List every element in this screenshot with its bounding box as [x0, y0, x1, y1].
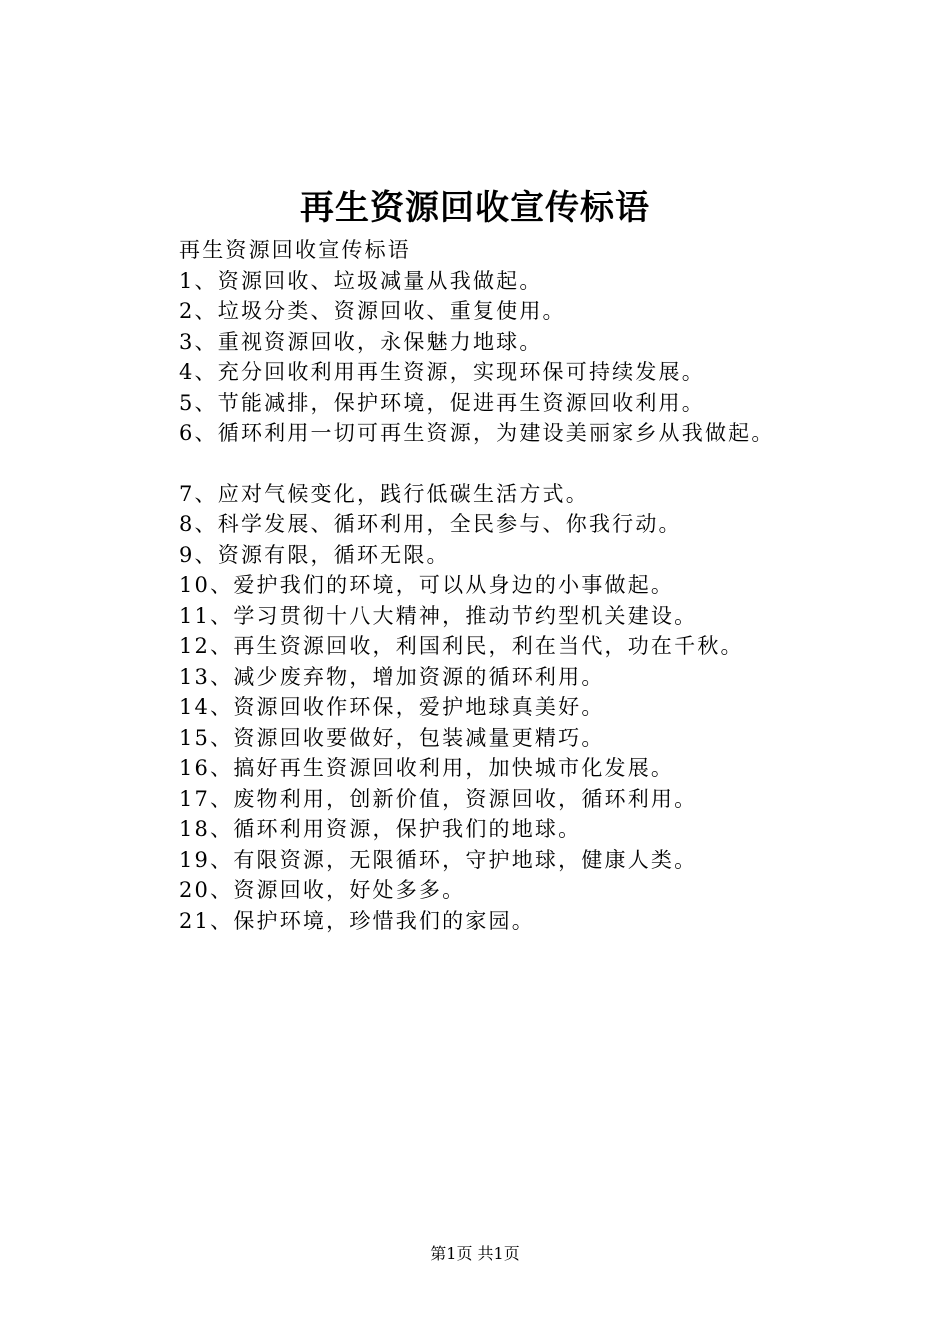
slogan-item: 1、资源回收、垃圾减量从我做起。	[179, 268, 543, 293]
slogan-list-part2	[179, 479, 919, 937]
slogan-item: 12、再生资源回收，利国利民，利在当代，功在千秋。	[179, 634, 744, 658]
page-footer: 第1页 共1页	[430, 1244, 520, 1263]
slogan-item: 17、废物利用，创新价值，资源回收，循环利用。	[179, 786, 698, 811]
slogan-item: 2、垃圾分类、资源回收、重复使用。	[179, 299, 566, 323]
paragraph-gap	[179, 449, 919, 479]
slogan-item: 21、保护环境，珍惜我们的家园。	[179, 908, 535, 933]
slogan-item: 9、资源有限，循环无限。	[179, 542, 450, 567]
slogan-item: 19、有限资源，无限循环，守护地球，健康人类。	[179, 847, 698, 872]
document-body	[179, 235, 919, 936]
slogan-item: 20、资源回收，好处多多。	[179, 878, 466, 902]
slogan-item: 14、资源回收作环保，爱护地球真美好。	[179, 695, 605, 719]
document-subtitle: 再生资源回收宣传标语	[179, 238, 411, 262]
slogan-item: 16、搞好再生资源回收利用，加快城市化发展。	[179, 756, 675, 780]
slogan-item: 6、循环利用一切可再生资源，为建设美丽家乡从我做起。	[179, 421, 775, 445]
page-title: 再生资源回收宣传标语	[300, 188, 650, 228]
slogan-item: 4、充分回收利用再生资源，实现环保可持续发展。	[179, 360, 705, 384]
slogan-item: 13、减少废弃物，增加资源的循环利用。	[179, 664, 605, 689]
slogan-item: 18、循环利用资源，保护我们的地球。	[179, 817, 582, 841]
slogan-list-part1	[179, 266, 919, 449]
slogan-item: 3、重视资源回收，永保魅力地球。	[179, 329, 543, 354]
slogan-item: 11、学习贯彻十八大精神，推动节约型机关建设。	[179, 603, 698, 628]
slogan-item: 10、爱护我们的环境，可以从身边的小事做起。	[179, 573, 675, 597]
slogan-item: 15、资源回收要做好，包装减量更精巧。	[179, 725, 605, 750]
slogan-item: 5、节能减排，保护环境，促进再生资源回收利用。	[179, 390, 705, 415]
slogan-item: 7、应对气候变化，践行低碳生活方式。	[179, 481, 589, 506]
slogan-item: 8、科学发展、循环利用，全民参与、你我行动。	[179, 512, 682, 536]
